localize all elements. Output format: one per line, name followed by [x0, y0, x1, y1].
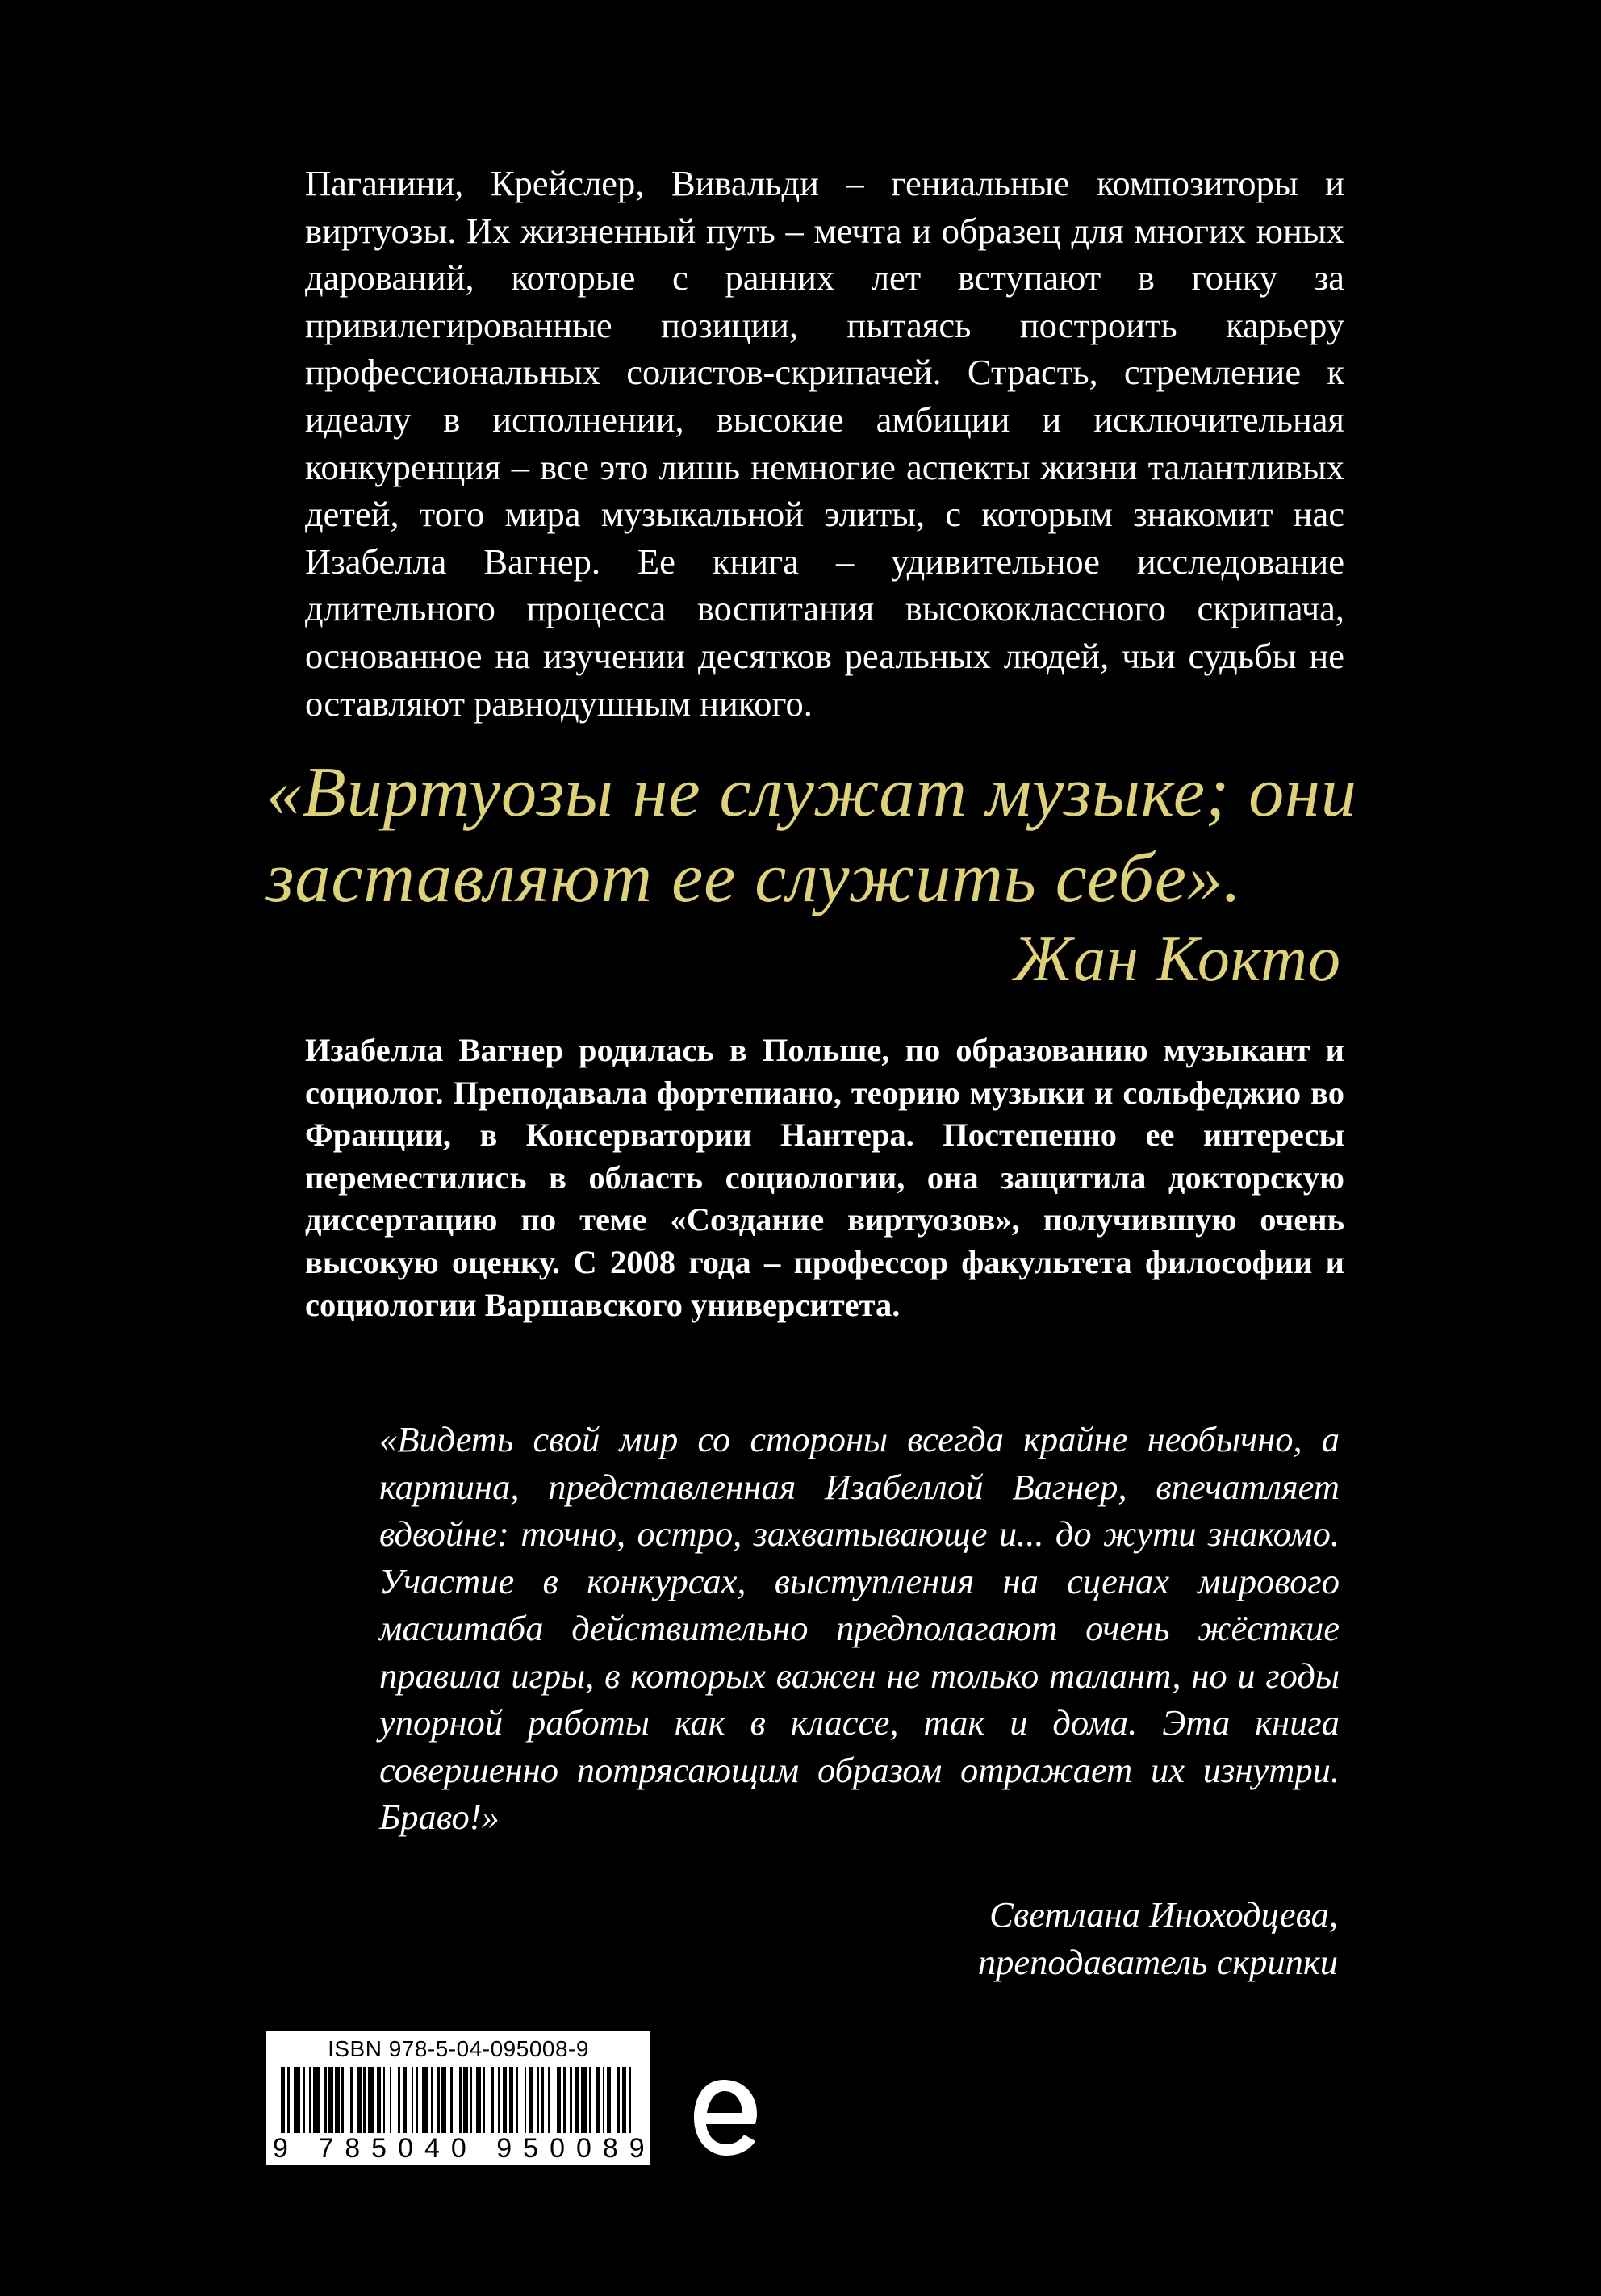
barcode-bar	[294, 2067, 300, 2133]
review-author: Светлана Иноходцева,	[989, 1894, 1338, 1935]
barcode-bar	[581, 2067, 587, 2133]
barcode-gap	[344, 2067, 350, 2133]
review-author-role: преподаватель скрипки	[977, 1941, 1338, 1982]
isbn-label: ISBN 978-5-04-095008-9	[328, 2036, 589, 2061]
epigraph-author: Жан Кокто	[1013, 924, 1341, 995]
barcode-gap	[631, 2067, 635, 2133]
barcode-bar	[422, 2067, 428, 2133]
barcode-bar	[313, 2067, 320, 2133]
epigraph-line-2: заставляют ее служить себе».	[266, 839, 1242, 917]
barcode-gap	[485, 2067, 491, 2133]
epigraph	[266, 750, 1357, 1002]
barcode-bars	[281, 2067, 636, 2133]
barcode-gap	[453, 2067, 459, 2133]
barcode-gap	[550, 2067, 557, 2133]
epigraph-line-1: «Виртуозы не служат музыке; они	[266, 754, 1357, 832]
book-blurb: Паганини, Крейслер, Вивальди – гениальные композиторы и виртуозы. Их жизненный путь – мечта и образец для многих юных дарований, которые с ранних лет вступают в гонку за привилегированные позиции, пытаясь построить карьеру профессиональных солистов-скрипачей. Страсть, стремление к идеалу в исполнении, высокие амбиции и исключительная конкуренция – все это лишь немногие аспекты жизни талантливых детей, того мира музыкальной элиты, с которым знакомит нас Изабелла Вагнер. Ее книга – удивительное исследование длительного процесса воспитания высококлассного скрипача, основанное на изучении десятков реальных людей, чьи судьбы не оставляют равнодушным никого.	[305, 163, 1344, 724]
barcode-gap	[391, 2067, 398, 2133]
eksmo-logo-icon	[688, 2073, 760, 2162]
isbn-barcode	[266, 2031, 703, 2165]
barcode-gap	[611, 2067, 617, 2133]
barcode-gap	[518, 2067, 525, 2133]
review-signature	[978, 1891, 1338, 1985]
review-quote: «Видеть свой мир со стороны всегда крайне необычно, а картина, представленная Изабеллой Вагнер, впечатляет вдвойне: точно, остро, захватывающе и... до жути знакомо. Участие в конкурсах, выступления на сценах мирового масштаба действительно предполагают очень жёсткие правила игры, в которых важен не только талант, но и годы упорной работы как в классе, так и дома. Эта книга совершенно потрясающим образом отражает их изнутри. Браво!»	[379, 1419, 1340, 1837]
author-bio: Изабелла Вагнер родилась в Польше, по образованию музыкант и социолог. Преподавала фортепиано, теорию музыки и сольфеджио во Франции, в Консерватории Нантера. Постепенно ее интересы переместились в область социологии, она защитила докторскую диссертацию по теме «Создание виртуозов», получившую очень высокую оценку. С 2008 года – профессор факультета философии и социологии Варшавского университета.	[305, 1032, 1344, 1323]
barcode-digits: 9 785040 950089 >	[273, 2133, 703, 2164]
barcode-bar	[368, 2067, 374, 2133]
